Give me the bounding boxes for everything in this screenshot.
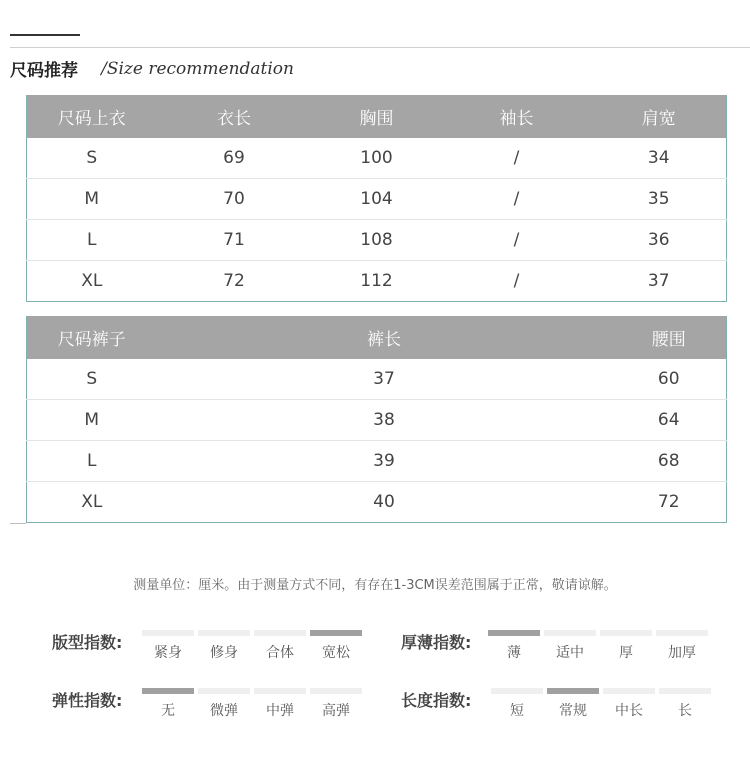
index-option-selected bbox=[545, 688, 601, 718]
index-bar bbox=[656, 630, 708, 636]
heading-chinese: 尺码推荐 bbox=[10, 61, 78, 81]
index-option-label: 合体 bbox=[266, 645, 294, 661]
index-label: 厚薄指数: bbox=[401, 633, 472, 652]
table-cell: S bbox=[86, 148, 98, 168]
index-bar bbox=[547, 688, 599, 694]
table-cell: / bbox=[442, 179, 592, 220]
table-row bbox=[27, 359, 727, 400]
header-accent-rule bbox=[10, 34, 80, 36]
index-option-label: 短 bbox=[510, 703, 524, 719]
table-cell: 72 bbox=[157, 261, 312, 302]
index-label: 长度指数: bbox=[401, 691, 472, 710]
table-row bbox=[27, 220, 727, 261]
index-bar bbox=[142, 688, 194, 694]
column-header: 尺码上衣 bbox=[27, 95, 157, 138]
index-option-label: 加厚 bbox=[668, 645, 696, 661]
table-row bbox=[27, 400, 727, 441]
table-cell: L bbox=[27, 441, 157, 482]
heading-english: /Size recommendation bbox=[101, 58, 294, 79]
table-cell: 112 bbox=[312, 261, 442, 302]
table-cell: M bbox=[27, 400, 157, 441]
index-option-label: 无 bbox=[161, 703, 175, 719]
table-cell: 37 bbox=[373, 369, 395, 389]
index-bar bbox=[491, 688, 543, 694]
index-option bbox=[140, 630, 196, 660]
header-divider bbox=[10, 47, 750, 48]
index-option bbox=[252, 688, 308, 718]
index-option bbox=[252, 630, 308, 660]
column-header: 袖长 bbox=[442, 95, 592, 138]
index-option bbox=[196, 630, 252, 660]
table-cell: M bbox=[27, 179, 157, 220]
index-option-label: 宽松 bbox=[322, 645, 350, 661]
index-option-label: 修身 bbox=[210, 645, 238, 661]
table-cell: / bbox=[513, 148, 520, 168]
index-bar bbox=[544, 630, 596, 636]
table-cell: 69 bbox=[223, 148, 245, 168]
index-bar bbox=[488, 630, 540, 636]
index-bar bbox=[254, 630, 306, 636]
table-cell: 35 bbox=[592, 179, 727, 220]
column-header: 胸围 bbox=[312, 95, 442, 138]
table-cell: 72 bbox=[612, 482, 727, 523]
index-option bbox=[601, 688, 657, 718]
table-cell: 38 bbox=[157, 400, 612, 441]
table-header-row bbox=[27, 95, 727, 138]
index-option-label: 长 bbox=[678, 703, 692, 719]
table-header-row bbox=[27, 316, 727, 359]
table-cell: 34 bbox=[647, 148, 670, 168]
index-option-label: 中弹 bbox=[266, 703, 294, 719]
index-label: 弹性指数: bbox=[52, 691, 123, 710]
index-option-label: 薄 bbox=[507, 645, 521, 661]
table-cell: 71 bbox=[157, 220, 312, 261]
index-option bbox=[654, 630, 710, 660]
index-bar bbox=[310, 630, 362, 636]
index-option bbox=[657, 688, 713, 718]
table-cell: 60 bbox=[657, 369, 680, 389]
table-cell: S bbox=[86, 369, 98, 389]
table-cell: XL bbox=[27, 261, 157, 302]
index-bar bbox=[198, 688, 250, 694]
index-option-label: 高弹 bbox=[322, 703, 350, 719]
table-cell: 108 bbox=[312, 220, 442, 261]
index-bar bbox=[198, 630, 250, 636]
top-size-table bbox=[26, 95, 727, 302]
table-cell: 64 bbox=[612, 400, 727, 441]
index-option-selected bbox=[140, 688, 196, 718]
index-option-selected bbox=[308, 630, 364, 660]
column-header: 尺码裤子 bbox=[27, 316, 157, 359]
index-option-label: 中长 bbox=[615, 703, 643, 719]
index-option-label: 紧身 bbox=[154, 645, 182, 661]
index-option-label: 适中 bbox=[556, 645, 584, 661]
table-cell: 104 bbox=[312, 179, 442, 220]
index-option-label: 常规 bbox=[559, 703, 587, 719]
table-cell: / bbox=[442, 261, 592, 302]
table-row bbox=[27, 261, 727, 302]
table-cell: / bbox=[442, 220, 592, 261]
index-option bbox=[196, 688, 252, 718]
index-bar bbox=[603, 688, 655, 694]
index-bar bbox=[659, 688, 711, 694]
section-heading bbox=[10, 56, 294, 82]
table-cell: XL bbox=[27, 482, 157, 523]
bottom-size-table bbox=[26, 316, 727, 523]
table-cell: 39 bbox=[157, 441, 612, 482]
column-header: 衣长 bbox=[157, 95, 312, 138]
table-row bbox=[27, 482, 727, 523]
index-bar bbox=[600, 630, 652, 636]
table-row bbox=[27, 138, 727, 179]
column-header: 腰围 bbox=[612, 316, 727, 359]
index-label: 版型指数: bbox=[52, 633, 123, 652]
table-cell: 100 bbox=[360, 148, 393, 168]
index-bar bbox=[142, 630, 194, 636]
index-option bbox=[489, 688, 545, 718]
side-divider bbox=[10, 523, 26, 524]
measurement-note: 测量单位：厘米。由于测量方式不同，有存在1-3CM误差范围属于正常，敬请谅解。 bbox=[133, 578, 617, 593]
table-cell: 36 bbox=[592, 220, 727, 261]
index-option bbox=[542, 630, 598, 660]
table-row bbox=[27, 441, 727, 482]
table-cell: 37 bbox=[592, 261, 727, 302]
column-header: 裤长 bbox=[157, 316, 612, 359]
column-header: 肩宽 bbox=[592, 95, 727, 138]
index-option-label: 厚 bbox=[619, 645, 633, 661]
index-option-selected bbox=[486, 630, 542, 660]
index-bar bbox=[254, 688, 306, 694]
index-option-label: 微弹 bbox=[210, 703, 238, 719]
table-cell: 68 bbox=[612, 441, 727, 482]
index-option bbox=[308, 688, 364, 718]
table-cell: L bbox=[27, 220, 157, 261]
table-row bbox=[27, 179, 727, 220]
table-cell: 40 bbox=[157, 482, 612, 523]
index-bar bbox=[310, 688, 362, 694]
table-cell: 70 bbox=[157, 179, 312, 220]
index-option bbox=[598, 630, 654, 660]
